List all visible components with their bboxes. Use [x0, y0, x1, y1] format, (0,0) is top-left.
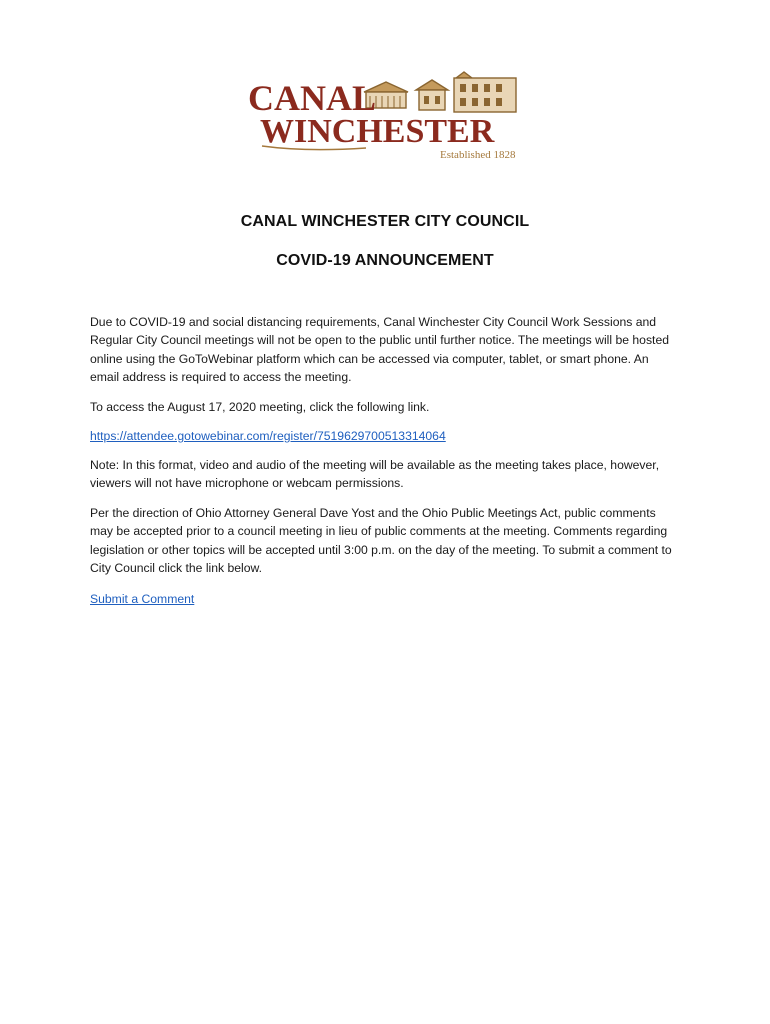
webinar-link-paragraph [90, 427, 680, 445]
page-title: CANAL WINCHESTER CITY COUNCIL [240, 213, 530, 230]
logo-wordmark-line2: WINCHESTER [260, 113, 495, 150]
access-paragraph: To access the August 17, 2020 meeting, click the following link. [90, 400, 430, 414]
note-paragraph: Note: In this format, video and audio of the meeting will be available as the meeting takes place, however, viewers will not have microphone or webcam permissions. [90, 458, 660, 491]
logo-tagline: Established 1828 [440, 149, 516, 161]
submit-comment-paragraph [90, 590, 680, 608]
comments-paragraph: Per the direction of Ohio Attorney General Dave Yost and the Ohio Public Meetings Act, public comments may be accepted prior to a council meeting in lieu of public comments at the meeting. Comments regarding legislation or other topics will be accepted until 3:00 p.m. on the day of the meeting. To submit a comment to City Council click the link below. [90, 506, 672, 576]
logo-wordmark-line1: CANAL [248, 78, 377, 118]
submit-comment-link[interactable]: Submit a Comment [90, 592, 195, 606]
webinar-registration-link[interactable]: https://attendee.gotowebinar.com/register/7519629700513314064 [90, 429, 446, 443]
intro-paragraph: Due to COVID-19 and social distancing requirements, Canal Winchester City Council Work Sessions and Regular City Council meetings will not be open to the public until further notice. The meetings will be hosted online using the GoToWebinar platform which can be accessed via computer, tablet, or smart phone. An email address is required to access the meeting. [90, 315, 669, 385]
page-subtitle: COVID-19 ANNOUNCEMENT [276, 252, 494, 269]
canal-winchester-logo [246, 70, 522, 162]
buildings-illustration [364, 72, 516, 112]
